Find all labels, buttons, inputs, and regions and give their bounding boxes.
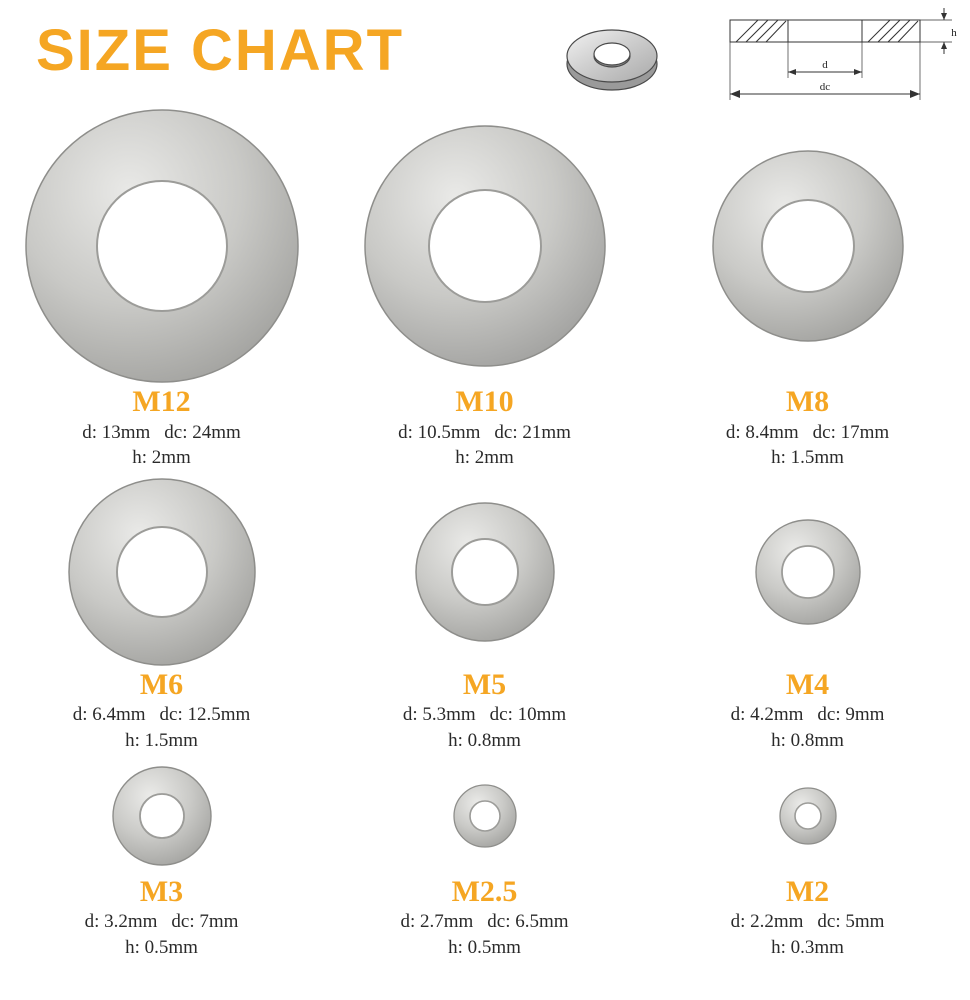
washer-image-m8 xyxy=(711,110,905,382)
washer-row xyxy=(0,110,970,471)
washer-image-m12 xyxy=(24,110,300,382)
washer-item-m4 xyxy=(646,479,969,754)
section-label-d: d xyxy=(822,59,828,71)
dim-d: d: 10.5mm xyxy=(398,421,481,443)
dim-h: h: 1.5mm xyxy=(771,447,844,469)
washer-image-m4 xyxy=(754,479,862,665)
dim-d: d: 3.2mm xyxy=(84,911,158,933)
dim-h: h: 2mm xyxy=(132,447,191,469)
dim-h: h: 1.5mm xyxy=(125,729,198,751)
washer-dims xyxy=(73,702,251,753)
dim-d: d: 13mm xyxy=(82,421,151,443)
washer-image-m6 xyxy=(67,479,257,665)
washer-dims xyxy=(403,702,566,753)
washer-label: M8 xyxy=(785,385,830,418)
dim-d: d: 8.4mm xyxy=(725,421,799,443)
dim-dc: dc: 6.5mm xyxy=(487,911,569,933)
washer-label: M4 xyxy=(785,667,830,701)
dim-h: h: 0.5mm xyxy=(125,936,198,958)
dim-dc: dc: 5mm xyxy=(817,911,885,933)
washer-item-m10 xyxy=(323,110,646,471)
dim-dc: dc: 9mm xyxy=(817,704,885,726)
dim-dc: dc: 17mm xyxy=(812,421,890,443)
dim-h: h: 0.3mm xyxy=(771,936,844,958)
dim-d: d: 2.2mm xyxy=(730,911,804,933)
dim-h: h: 2mm xyxy=(455,447,514,469)
washer-dims xyxy=(85,909,239,960)
washer-row xyxy=(0,760,970,961)
washer-item-m8 xyxy=(646,110,969,471)
dim-dc: dc: 7mm xyxy=(171,911,239,933)
dim-h: h: 0.5mm xyxy=(448,936,521,958)
washer-image-m25 xyxy=(452,760,518,872)
washer-dims xyxy=(82,420,241,471)
dim-d: d: 4.2mm xyxy=(730,704,804,726)
washer-label: M10 xyxy=(455,385,514,418)
washer-item-m5 xyxy=(323,479,646,754)
washer-image-m10 xyxy=(363,110,607,382)
section-label-h: h xyxy=(951,27,957,39)
washer-label: M5 xyxy=(462,667,507,701)
dim-d: d: 5.3mm xyxy=(402,704,476,726)
washer-item-m6 xyxy=(0,479,323,754)
washer-label: M6 xyxy=(139,667,184,701)
washer-dims xyxy=(731,909,885,960)
dim-dc: dc: 24mm xyxy=(164,421,241,443)
dim-dc: dc: 12.5mm xyxy=(159,704,251,726)
section-label-dc: dc xyxy=(819,81,831,93)
washer-dims xyxy=(398,420,571,471)
washer-item-m2 xyxy=(646,760,969,961)
washer-dims xyxy=(731,702,885,753)
washer-item-m3 xyxy=(0,760,323,961)
dim-h: h: 0.8mm xyxy=(771,729,844,751)
washer-label: M2 xyxy=(785,874,830,908)
washer-section-drawing xyxy=(720,4,960,114)
washer-label: M2.5 xyxy=(451,874,518,908)
page-title: SIZE CHART xyxy=(36,18,404,83)
washer-image-m5 xyxy=(414,479,556,665)
washer-isometric-icon xyxy=(560,6,665,106)
washer-image-m3 xyxy=(111,760,213,872)
washer-image-m2 xyxy=(778,760,838,872)
dim-dc: dc: 10mm xyxy=(489,704,567,726)
washer-row xyxy=(0,479,970,754)
dim-dc: dc: 21mm xyxy=(494,421,571,443)
washer-dims xyxy=(726,420,889,471)
washer-item-m12 xyxy=(0,110,323,471)
dim-d: d: 6.4mm xyxy=(72,704,146,726)
dim-h: h: 0.8mm xyxy=(448,729,521,751)
washer-item-m25 xyxy=(323,760,646,961)
washer-label: M12 xyxy=(132,385,191,418)
washer-size-grid xyxy=(0,110,970,960)
dim-d: d: 2.7mm xyxy=(400,911,474,933)
washer-label: M3 xyxy=(139,874,184,908)
washer-dims xyxy=(400,909,568,960)
